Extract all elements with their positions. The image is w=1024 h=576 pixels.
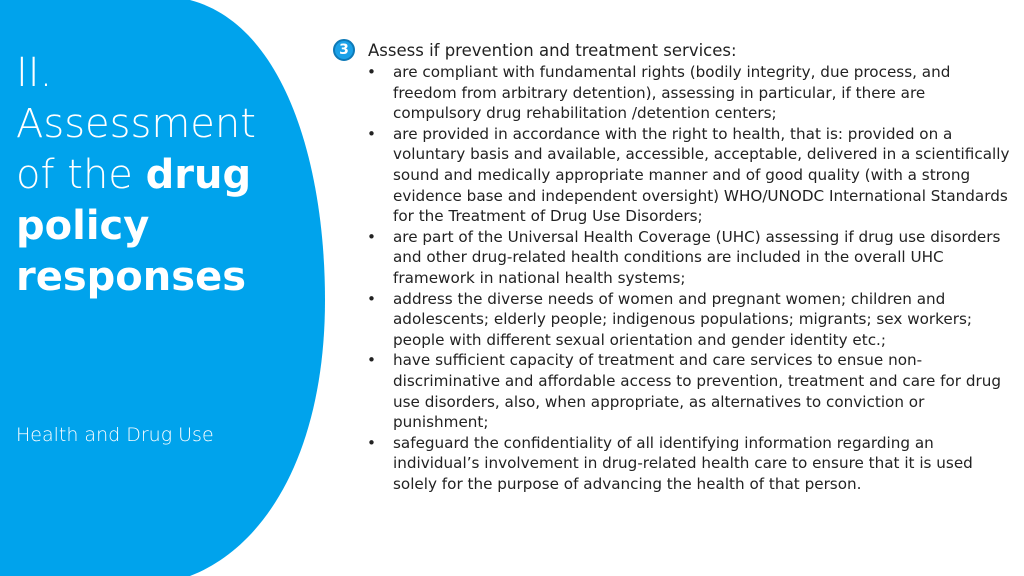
- heading-row: [333, 38, 1013, 62]
- content-heading: Assess if prevention and treatment services:: [368, 40, 737, 60]
- bullet-item: • are compliant with fundamental rights (bodily integrity, due process, and freedom from arbitrary detention), assessing in particular, if there are compulsory drug rehabilitation /detention centers;: [333, 62, 1013, 124]
- bullet-item: • address the diverse needs of women and pregnant women; children and adolescents; elderly people; indigenous populations; migrants; sex workers; people with different sexual orientation and gender identity etc.;: [333, 289, 1013, 351]
- section-title: [16, 48, 316, 303]
- bullet-item: • are part of the Universal Health Coverage (UHC) assessing if drug use disorders and other drug-related health conditions are included in the overall UHC framework in national health systems;: [333, 227, 1013, 289]
- bullet-item: • are provided in accordance with the right to health, that is: provided on a voluntary basis and available, accessible, acceptable, delivered in a scientifically sound and medically appropriate manner and of good quality (with a strong evidence base and independent oversight) WHO/UNODC International Standards for the Treatment of Drug Use Disorders;: [333, 124, 1013, 227]
- content-area: [333, 38, 1013, 494]
- bullet-list: [333, 62, 1013, 494]
- title-line-4: policy: [16, 203, 150, 249]
- title-line-5: responses: [16, 254, 246, 300]
- title-line-2: Assessment: [16, 101, 256, 147]
- section-subtitle: Health and Drug Use: [16, 424, 214, 446]
- section-title-block: [16, 48, 316, 303]
- title-line-3-bold: drug: [145, 152, 252, 198]
- title-line-3-prefix: of the: [16, 152, 146, 198]
- step-number-badge: 3: [333, 39, 355, 61]
- bullet-item: • have sufficient capacity of treatment and care services to ensue non-discriminative and affordable access to prevention, treatment and care for drug use disorders, also, when appropriate, as alternatives to conviction or punishment;: [333, 350, 1013, 432]
- title-line-1: II.: [16, 50, 53, 96]
- bullet-item: • safeguard the confidentiality of all identifying information regarding an individual’s involvement in drug-related health care to ensure that it is used solely for the purpose of advancing the health of that person.: [333, 433, 1013, 495]
